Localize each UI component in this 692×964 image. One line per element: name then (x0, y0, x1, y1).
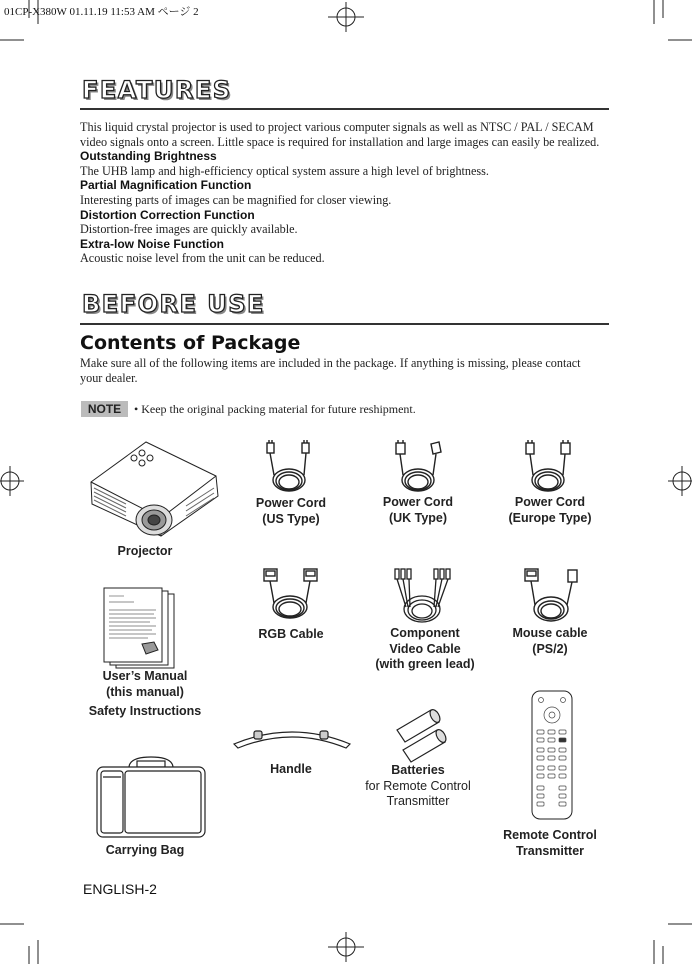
label-line: (this manual) (106, 684, 184, 699)
features-rule (80, 108, 609, 110)
note-badge: NOTE (81, 401, 128, 417)
feature-heading: Partial Magnification Function (80, 178, 252, 193)
remote-control-illustration (531, 690, 573, 822)
component-cable-illustration (392, 567, 454, 627)
batteries-illustration (393, 706, 448, 761)
features-body (80, 120, 600, 266)
mouse-cable-label (500, 626, 600, 657)
feature-text: Interesting parts of images can be magnified for closer viewing. (80, 192, 392, 207)
feature-heading: Distortion Correction Function (80, 207, 255, 222)
power-cord-us-label (241, 496, 341, 527)
label-line: User’s Manual (102, 669, 188, 683)
carrying-bag-illustration (95, 757, 207, 839)
label-line: Video Cable (389, 641, 461, 656)
label-line: Mouse cable (512, 626, 588, 640)
label-line: Batteries (391, 763, 445, 777)
feature-heading: Outstanding Brightness (80, 149, 217, 164)
label-line: (with green lead) (375, 657, 475, 671)
label-line: Power Cord (514, 495, 586, 509)
before-use-heading: BEFORE USE (82, 290, 265, 318)
component-cable-label (360, 626, 490, 673)
contents-heading: Contents of Package (80, 332, 301, 354)
label-line: Transmitter (386, 793, 450, 808)
handle-illustration (232, 722, 352, 752)
label-line: Power Cord (382, 495, 454, 509)
label-line: Power Cord (255, 496, 327, 510)
rgb-cable-label: RGB Cable (258, 627, 324, 641)
label-line: (PS/2) (532, 641, 568, 656)
projector-label: Projector (117, 544, 173, 558)
feature-text: The UHB lamp and high-efficiency optical system assure a high level of brightness. (80, 163, 489, 178)
mouse-cable-illustration (523, 567, 583, 627)
rgb-cable-illustration (262, 567, 322, 622)
batteries-label (353, 763, 483, 809)
label-line: for Remote Control (365, 778, 471, 793)
power-cord-uk-label (368, 495, 468, 526)
label-line: (US Type) (262, 511, 320, 526)
manual-illustration (104, 588, 176, 670)
carrying-bag-label: Carrying Bag (105, 843, 185, 857)
power-cord-us-illustration (264, 440, 318, 495)
contents-intro: Make sure all of the following items are included in the package. If anything is missing, please contact your dealer. (80, 356, 581, 385)
power-cord-eu-illustration (523, 440, 577, 495)
feature-heading: Extra-low Noise Function (80, 236, 225, 251)
manual-label (85, 669, 205, 700)
before-use-rule (80, 323, 609, 325)
feature-text: Acoustic noise level from the unit can be reduced. (80, 251, 325, 266)
label-line: (Europe Type) (508, 510, 592, 525)
label-line: (UK Type) (388, 510, 448, 525)
handle-label: Handle (270, 762, 312, 776)
remote-control-label (490, 828, 610, 859)
label-line: Transmitter (515, 843, 585, 858)
power-cord-uk-illustration (393, 440, 447, 495)
power-cord-eu-label (500, 495, 600, 526)
print-header: 01CP-X380W 01.11.19 11:53 AM ページ 2 (4, 6, 199, 18)
page-number: ENGLISH-2 (83, 881, 157, 897)
features-intro: This liquid crystal projector is used to project various computer signals as well as NTSC / PAL / SECAM video signals onto a screen. Little space is required for installation and large images can easily be realized. (80, 120, 600, 149)
safety-label: Safety Instructions (88, 704, 202, 718)
label-line: Component (390, 626, 460, 640)
label-line: Remote Control (503, 828, 597, 842)
projector-illustration (86, 436, 221, 541)
features-heading: FEATURES (82, 76, 232, 104)
note-text: • Keep the original packing material for future reshipment. (134, 402, 416, 416)
feature-text: Distortion-free images are quickly available. (80, 222, 298, 237)
